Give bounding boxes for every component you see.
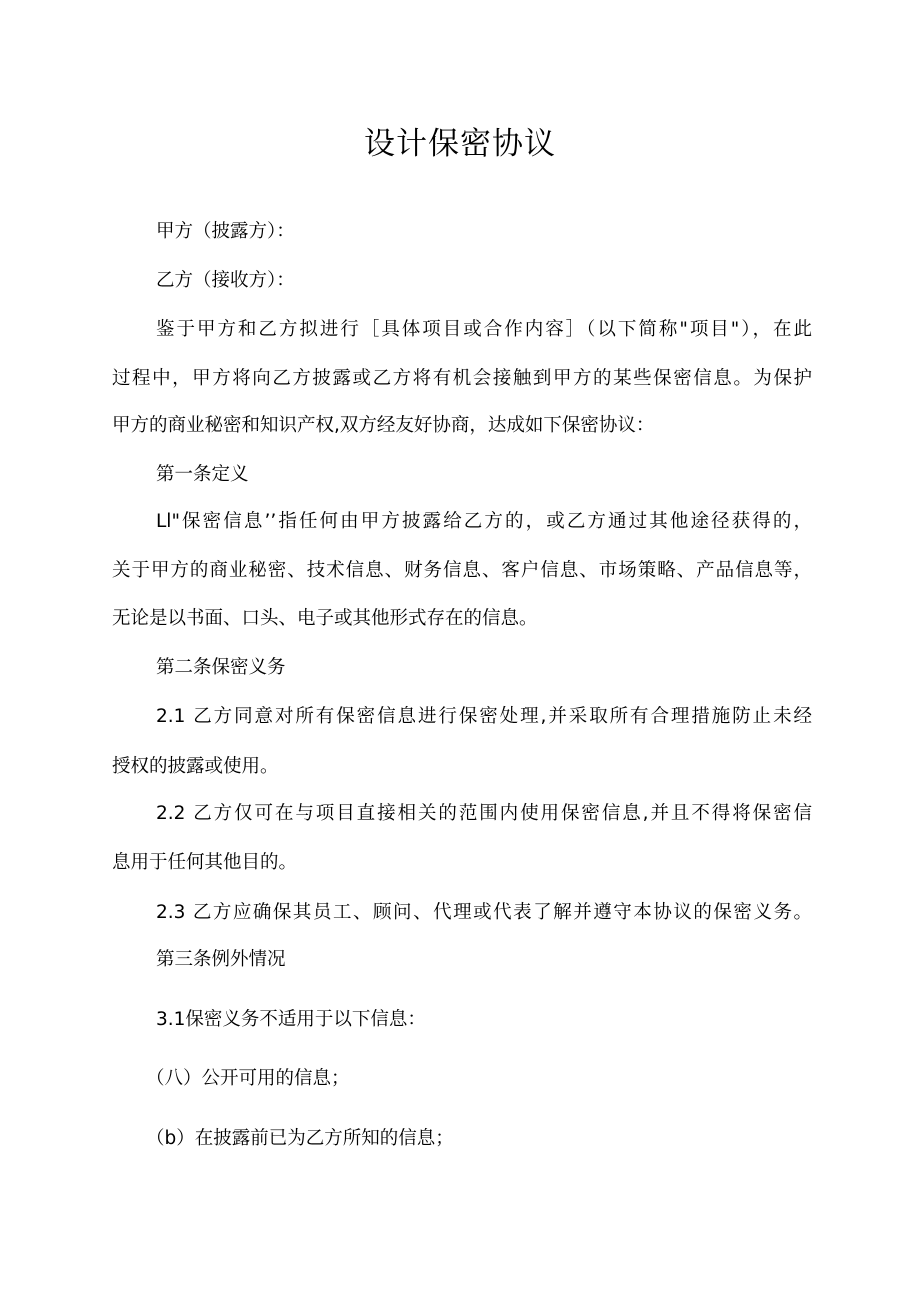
document-title: 设计保密协议 bbox=[364, 126, 556, 162]
clause-2-2-line-2: 息用于任何其他目的。 bbox=[112, 852, 298, 873]
clause-2-1-line-1: 2.1 乙方同意对所有保密信息进行保密处理,并采取所有合理措施防止未经 bbox=[156, 706, 812, 727]
clause-2-2-line-1: 2.2 乙方仅可在与项目直接相关的范围内使用保密信息,并且不得将保密信 bbox=[156, 803, 812, 824]
clause-2-1-line-2: 授权的披露或使用。 bbox=[112, 756, 279, 777]
article-1-heading: 第一条定义 bbox=[156, 464, 249, 485]
party-a-line: 甲方（披露方）： bbox=[156, 221, 295, 242]
article-1-line-1: Ll"保密信息’’指任何由甲方披露给乙方的，或乙方通过其他途径获得的， bbox=[156, 511, 812, 532]
party-b-line: 乙方（接收方）： bbox=[156, 270, 295, 291]
article-2-heading: 第二条保密义务 bbox=[156, 657, 286, 678]
article-1-line-3: 无论是以书面、口头、电子或其他形式存在的信息。 bbox=[112, 608, 538, 629]
clause-3-1: 3.1保密义务不适用于以下信息： bbox=[156, 1009, 426, 1030]
preamble-line-1: 鉴于甲方和乙方拟进行［具体项目或合作内容］（以下简称"项目"），在此 bbox=[156, 319, 812, 340]
article-1-line-2: 关于甲方的商业秘密、技术信息、财务信息、客户信息、市场策略、产品信息等， bbox=[112, 560, 812, 581]
preamble-line-2: 过程中，甲方将向乙方披露或乙方将有机会接触到甲方的某些保密信息。为保护 bbox=[112, 368, 812, 389]
article-3-heading: 第三条例外情况 bbox=[156, 949, 286, 970]
item-b: （b）在披露前已为乙方所知的信息； bbox=[146, 1128, 454, 1149]
preamble-line-3: 甲方的商业秘密和知识产权,双方经友好协商，达成如下保密协议： bbox=[112, 415, 655, 436]
item-a: （八）公开可用的信息； bbox=[146, 1068, 350, 1089]
clause-2-3: 2.3 乙方应确保其员工、顾问、代理或代表了解并遵守本协议的保密义务。 bbox=[156, 902, 812, 923]
